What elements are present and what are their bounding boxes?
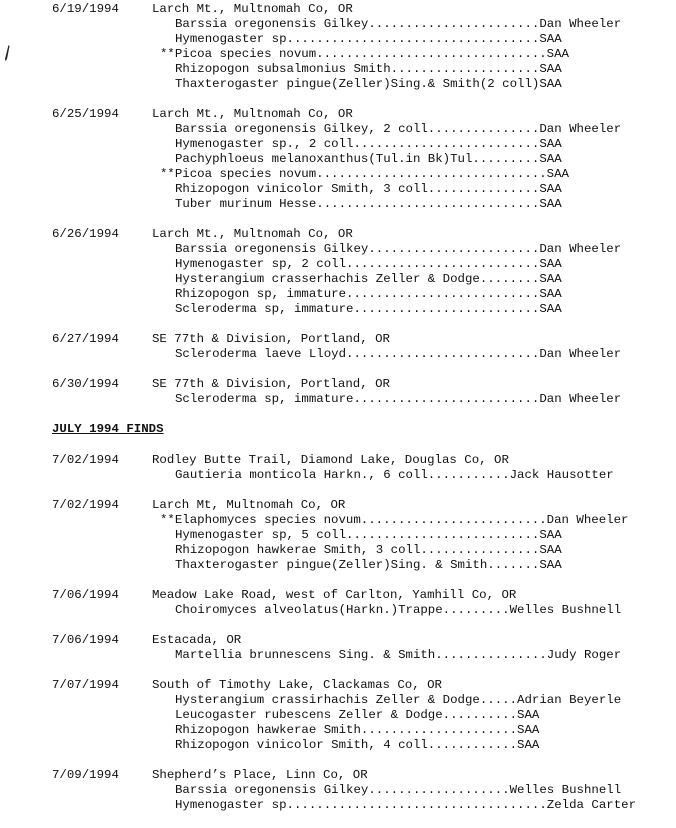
find-line xyxy=(0,62,676,77)
find-line xyxy=(0,528,676,543)
find-item: Hysterangium crassirhachis Zeller & Dodge.....Adrian Beyerle xyxy=(175,693,622,707)
entry-location: Larch Mt., Multnomah Co, OR xyxy=(152,227,353,241)
find-entry xyxy=(0,768,676,813)
find-entry xyxy=(0,453,676,483)
find-line xyxy=(0,197,676,212)
entry-header xyxy=(0,107,676,122)
entry-header xyxy=(0,453,676,468)
find-line xyxy=(0,648,676,663)
finds-document xyxy=(0,2,676,828)
entry-header xyxy=(0,332,676,347)
find-line xyxy=(0,783,676,798)
find-item: Gautieria monticola Harkn., 6 coll...........Jack Hausotter xyxy=(175,468,614,482)
find-item: **Elaphomyces species novum.........................Dan Wheeler xyxy=(160,513,629,527)
entry-header xyxy=(0,678,676,693)
entry-location: Rodley Butte Trail, Diamond Lake, Douglas Co, OR xyxy=(152,453,509,467)
find-item: Rhizopogon vinicolor Smith, 4 coll............SAA xyxy=(175,738,540,752)
find-item: Rhizopogon hawkerae Smith.....................SAA xyxy=(175,723,540,737)
find-item: Barssia oregonensis Gilkey.......................Dan Wheeler xyxy=(175,17,622,31)
find-item: Thaxterogaster pingue(Zeller)Sing. & Smith.......SAA xyxy=(175,558,562,572)
find-item: Rhizopogon sp, immature..........................SAA xyxy=(175,287,562,301)
find-item: Choiromyces alveolatus(Harkn.)Trappe.........Welles Bushnell xyxy=(175,603,622,617)
entry-date: 6/25/1994 xyxy=(52,107,119,121)
find-line xyxy=(0,152,676,167)
find-item: Hymenogaster sp, 2 coll..........................SAA xyxy=(175,257,562,271)
find-line xyxy=(0,257,676,272)
find-line xyxy=(0,708,676,723)
find-item: Barssia oregonensis Gilkey...................Welles Bushnell xyxy=(175,783,622,797)
find-line xyxy=(0,723,676,738)
find-line xyxy=(0,558,676,573)
entry-date: 6/27/1994 xyxy=(52,332,119,346)
july-1994-finds xyxy=(0,453,676,813)
entry-date: 6/26/1994 xyxy=(52,227,119,241)
find-item: Thaxterogaster pingue(Zeller)Sing.& Smith(2 coll)SAA xyxy=(175,77,562,91)
find-item: Pachyphloeus melanoxanthus(Tul.in Bk)Tul.........SAA xyxy=(175,152,562,166)
find-entry xyxy=(0,633,676,663)
entry-location: Meadow Lake Road, west of Carlton, Yamhill Co, OR xyxy=(152,588,517,602)
find-item: Hysterangium crasserhachis Zeller & Dodge........SAA xyxy=(175,272,562,286)
find-line xyxy=(0,122,676,137)
entry-header xyxy=(0,377,676,392)
entry-location: Shepherd’s Place, Linn Co, OR xyxy=(152,768,368,782)
find-item: Hymenogaster sp., 2 coll.........................SAA xyxy=(175,137,562,151)
find-item: Rhizopogon hawkerae Smith, 3 coll................SAA xyxy=(175,543,562,557)
entry-header xyxy=(0,588,676,603)
entry-location: Estacada, OR xyxy=(152,633,242,647)
entry-location: Larch Mt., Multnomah Co, OR xyxy=(152,107,353,121)
find-line xyxy=(0,543,676,558)
find-entry xyxy=(0,2,676,92)
entry-header xyxy=(0,633,676,648)
entry-date: 6/30/1994 xyxy=(52,377,119,391)
find-line xyxy=(0,603,676,618)
find-item: Martellia brunnescens Sing. & Smith...............Judy Roger xyxy=(175,648,622,662)
find-line xyxy=(0,738,676,753)
find-line xyxy=(0,17,676,32)
ink-speck-mark xyxy=(4,44,10,62)
find-item: Hymenogaster sp..................................SAA xyxy=(175,32,562,46)
find-line xyxy=(0,182,676,197)
find-line xyxy=(0,287,676,302)
section-heading: JULY 1994 FINDS xyxy=(52,422,164,436)
entry-header xyxy=(0,227,676,242)
entry-date: 7/07/1994 xyxy=(52,678,119,692)
find-line xyxy=(0,32,676,47)
entry-date: 6/19/1994 xyxy=(52,2,119,16)
entry-date: 7/09/1994 xyxy=(52,768,119,782)
find-line xyxy=(0,468,676,483)
entry-date: 7/02/1994 xyxy=(52,453,119,467)
find-line xyxy=(0,392,676,407)
entry-date: 7/06/1994 xyxy=(52,633,119,647)
find-entry xyxy=(0,377,676,407)
find-line xyxy=(0,302,676,317)
entry-location: Larch Mt, Multnomah Co, OR xyxy=(152,498,346,512)
find-entry xyxy=(0,332,676,362)
find-line xyxy=(0,47,676,62)
find-item: Hymenogaster sp...................................Zelda Carter xyxy=(175,798,637,812)
find-item: Barssia oregonensis Gilkey, 2 coll...............Dan Wheeler xyxy=(175,122,622,136)
find-entry xyxy=(0,498,676,573)
find-item: **Picoa species novum...............................SAA xyxy=(160,47,569,61)
find-item: Barssia oregonensis Gilkey.......................Dan Wheeler xyxy=(175,242,622,256)
entry-header xyxy=(0,2,676,17)
find-line xyxy=(0,798,676,813)
entry-location: SE 77th & Division, Portland, OR xyxy=(152,332,390,346)
find-line xyxy=(0,137,676,152)
find-line xyxy=(0,167,676,182)
find-item: **Picoa species novum...............................SAA xyxy=(160,167,569,181)
find-item: Rhizopogon vinicolor Smith, 3 coll...............SAA xyxy=(175,182,562,196)
entry-location: SE 77th & Division, Portland, OR xyxy=(152,377,390,391)
find-line xyxy=(0,272,676,287)
june-1994-finds xyxy=(0,2,676,407)
find-line xyxy=(0,77,676,92)
find-entry xyxy=(0,588,676,618)
entry-header xyxy=(0,768,676,783)
entry-date: 7/02/1994 xyxy=(52,498,119,512)
find-item: Tuber murinum Hesse..............................SAA xyxy=(175,197,562,211)
entry-date: 7/06/1994 xyxy=(52,588,119,602)
find-entry xyxy=(0,107,676,212)
find-item: Leucogaster rubescens Zeller & Dodge..........SAA xyxy=(175,708,540,722)
find-item: Hymenogaster sp, 5 coll..........................SAA xyxy=(175,528,562,542)
find-entry xyxy=(0,227,676,317)
entry-header xyxy=(0,498,676,513)
find-line xyxy=(0,242,676,257)
entry-location: South of Timothy Lake, Clackamas Co, OR xyxy=(152,678,442,692)
find-line xyxy=(0,347,676,362)
find-item: Scleroderma laeve Lloyd..........................Dan Wheeler xyxy=(175,347,622,361)
find-item: Rhizopogon subsalmonius Smith....................SAA xyxy=(175,62,562,76)
entry-location: Larch Mt., Multnomah Co, OR xyxy=(152,2,353,16)
find-item: Scleroderma sp, immature.........................SAA xyxy=(175,302,562,316)
find-line xyxy=(0,693,676,708)
find-entry xyxy=(0,678,676,753)
find-line xyxy=(0,513,676,528)
find-item: Scleroderma sp, immature.........................Dan Wheeler xyxy=(175,392,622,406)
